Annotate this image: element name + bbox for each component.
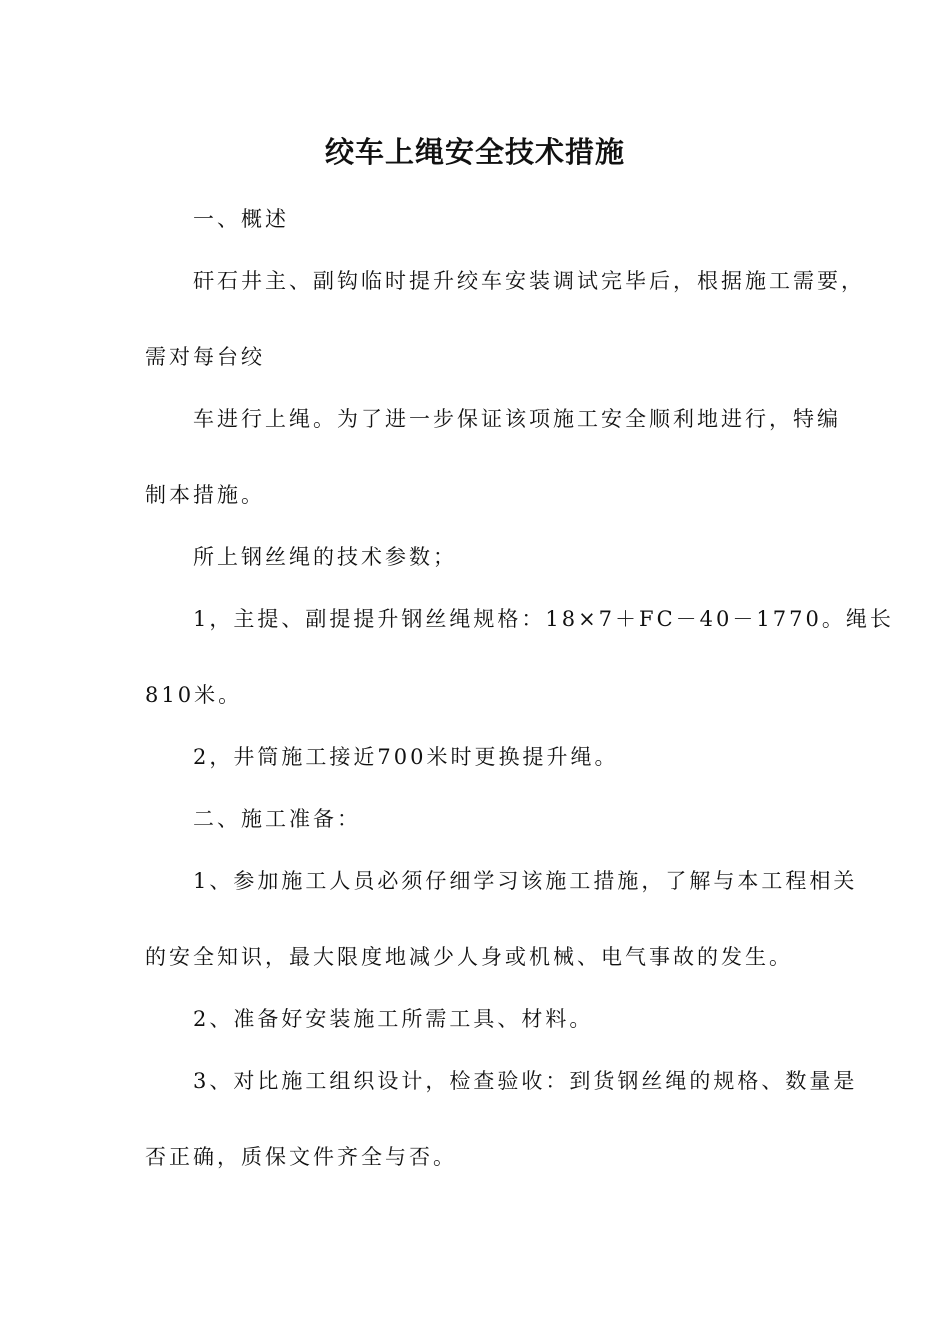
paragraph-line: 2、准备好安装施工所需工具、材料。 — [193, 1007, 594, 1031]
paragraph-line: 3、对比施工组织设计，检查验收：到货钢丝绳的规格、数量是 — [193, 1069, 858, 1093]
paragraph-line: 制本措施。 — [145, 483, 265, 507]
paragraph-line: 需对每台绞 — [145, 345, 265, 369]
paragraph-line: 车进行上绳。为了进一步保证该项施工安全顺利地进行，特编 — [193, 407, 841, 431]
paragraph-line: 2，井筒施工接近700米时更换提升绳。 — [193, 745, 619, 769]
paragraph-line: 所上钢丝绳的技术参数； — [193, 545, 457, 569]
paragraph-line: 1、参加施工人员必须仔细学习该施工措施，了解与本工程相关 — [193, 869, 858, 893]
section-heading-overview: 一、概述 — [193, 207, 289, 231]
paragraph-line: 的安全知识，最大限度地减少人身或机械、电气事故的发生。 — [145, 945, 793, 969]
paragraph-line: 1，主提、副提提升钢丝绳规格：18×7＋FC－40－1770。绳长 — [193, 607, 894, 631]
paragraph-line: 否正确，质保文件齐全与否。 — [145, 1145, 457, 1169]
document-title: 绞车上绳安全技术措施 — [324, 135, 625, 169]
paragraph-line: 810米。 — [145, 683, 243, 707]
section-heading-preparation: 二、施工准备： — [193, 807, 361, 831]
paragraph-line: 矸石井主、副钩临时提升绞车安装调试完毕后，根据施工需要， — [193, 269, 865, 293]
